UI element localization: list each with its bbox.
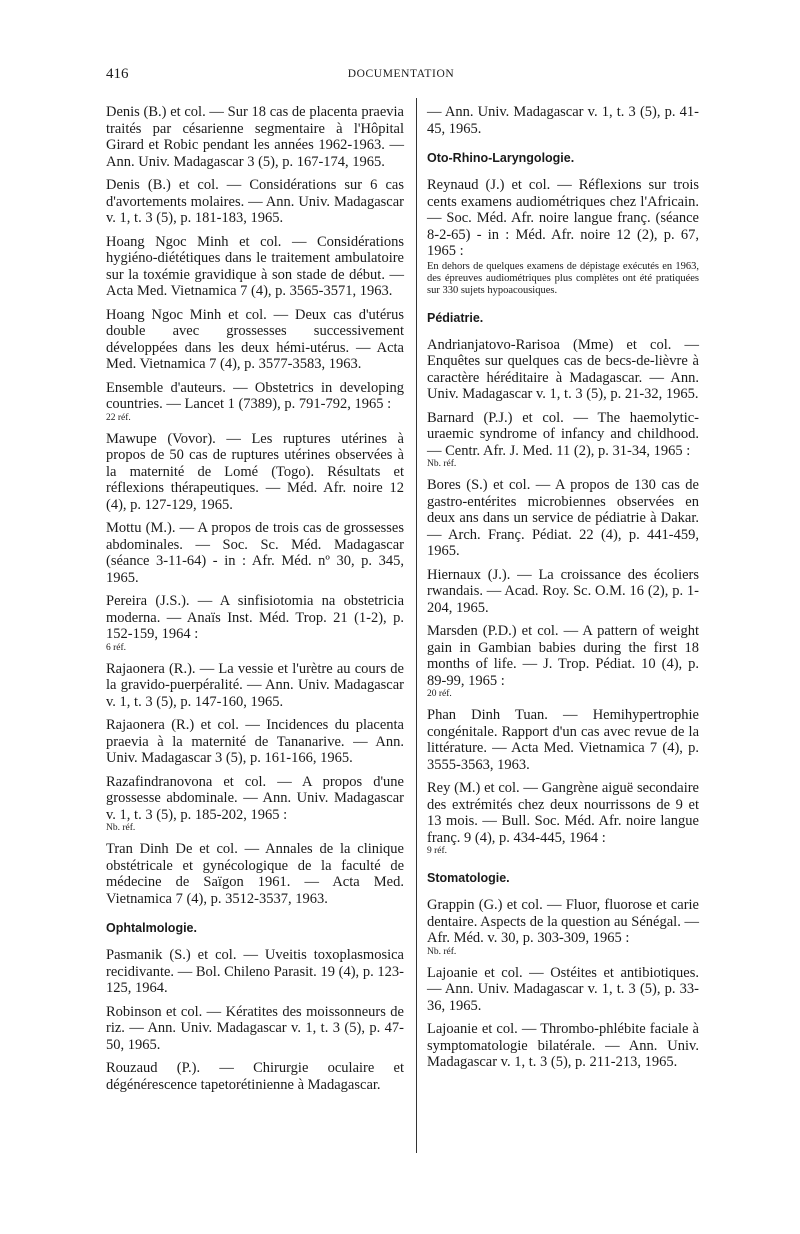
entry-text: Lajoanie et col. — Thrombo-phlébite faciale à symptomatologie bilatérale. — Ann. Univ. Madagascar v. 1, t. 3 (5), p. 211-213, 1965. <box>427 1021 699 1070</box>
bibliography-entry <box>427 477 699 560</box>
column-divider <box>416 98 417 1153</box>
page-number: 416 <box>106 66 129 82</box>
bibliography-entry <box>106 177 404 227</box>
entry-text: Denis (B.) et col. — Sur 18 cas de placenta praevia traités par césarienne segmentaire à l'Hôpital Girard et Robic pendant les années 1962-1963. — Ann. Univ. Madagascar 3 (5), p. 167-174, 1965. <box>106 104 404 170</box>
bibliography-entry <box>106 1004 404 1054</box>
bibliography-entry <box>427 707 699 773</box>
entry-text: — Ann. Univ. Madagascar v. 1, t. 3 (5), p. 41-45, 1965. <box>427 104 699 137</box>
bibliography-entry <box>427 965 699 1015</box>
entry-text: Barnard (P.J.) et col. — The haemolytic-uraemic syndrome of infancy and childhood. — Centr. Afr. J. Med. 11 (2), p. 31-34, 1965 : <box>427 409 699 459</box>
entry-text: Mawupe (Vovor). — Les ruptures utérines à propos de 50 cas de ruptures utérines observées à la maternité de Lomé (Togo). Résultats et réflexions thérapeutiques. — Méd. Afr. noire 12 (4), p. 127-129, 1965. <box>106 430 404 513</box>
entry-text: Pasmanik (S.) et col. — Uveitis toxoplasmosica recidivante. — Bol. Chileno Parasit. 19 (4), p. 123-125, 1964. <box>106 947 404 996</box>
entry-text: Phan Dinh Tuan. — Hemihypertrophie congénitale. Rapport d'un cas avec revue de la littérature. — Acta Med. Vietnamica 7 (4), p. 3555-3563, 1963. <box>427 707 699 773</box>
bibliography-entry <box>427 104 699 137</box>
entry-text: Mottu (M.). — A propos de trois cas de grossesses abdominales. — Soc. Sc. Méd. Madagascar (séance 3-11-64) - in : Afr. Méd. nº 30, p. 345, 1965. <box>106 520 404 586</box>
bibliography-entry <box>106 431 404 514</box>
entry-text: Pereira (J.S.). — A sinfisiotomia na obstetricia moderna. — Anaïs Inst. Méd. Trop. 21 (1-2), p. 152-159, 1964 : <box>106 593 404 642</box>
entry-text: Hoang Ngoc Minh et col. — Considérations hygiéno-diététiques dans le traitement ambulatoire sur la toxémie gravidique à son stade de début. — Acta Med. Vietnamica 7 (4), p. 3565-3571, 1963. <box>106 233 404 299</box>
entry-text: Tran Dinh De et col. — Annales de la clinique obstétricale et gynécologique de la faculté de médecine de Saïgon 1961. — Acta Med. Vietnamica 7 (4), p. 3512-3537, 1963. <box>106 841 404 907</box>
bibliography-entry <box>427 177 699 297</box>
entry-text: Bores (S.) et col. — A propos de 130 cas de gastro-entérites microbiennes observées en deux ans dans un service de pédiatrie à Dakar. — Arch. Franç. Pédiat. 22 (4), p. 441-459, 1965. <box>427 477 699 559</box>
bibliography-entry <box>106 947 404 997</box>
bibliography-entry <box>106 593 404 654</box>
bibliography-entry <box>427 897 699 958</box>
entry-text: Hiernaux (J.). — La croissance des écoliers rwandais. — Acad. Roy. Sc. O.M. 16 (2), p. 1-204, 1965. <box>427 566 699 616</box>
bibliography-entry <box>427 780 699 857</box>
reference-count-note: Nb. réf. <box>106 823 136 833</box>
entry-text: Lajoanie et col. — Ostéites et antibiotiques. — Ann. Univ. Madagascar v. 1, t. 3 (5), p. 33-36, 1965. <box>427 964 699 1014</box>
entry-text: Razafindranovona et col. — A propos d'une grossesse abdominale. — Ann. Univ. Madagascar v. 1, t. 3 (5), p. 185-202, 1965 : <box>106 773 404 823</box>
entry-text: Reynaud (J.) et col. — Réflexions sur trois cents examens audiométriques chez l'Africain. — Soc. Méd. Afr. noire langue franç. (séance 8-2-65) - in : Méd. Afr. noire 12 (2), p. 67, 1965 : <box>427 177 699 259</box>
bibliography-entry <box>427 337 699 403</box>
bibliography-entry <box>427 410 699 471</box>
entry-text: Hoang Ngoc Minh et col. — Deux cas d'utérus double avec grossesses successivement développées dans les deux hémi-utérus. — Acta Med. Vietnamica 7 (4), p. 3577-3583, 1963. <box>106 306 404 372</box>
reference-count-note: 20 réf. <box>427 689 452 699</box>
entry-text: Robinson et col. — Kératites des moissonneurs de riz. — Ann. Univ. Madagascar v. 1, t. 3 (5), p. 47-50, 1965. <box>106 1003 404 1053</box>
entry-annotation: En dehors de quelques examens de dépistage exécutés en 1963, des épreuves audiométriques plus complètes ont été pratiquées sur 330 sujets hypoacousiques. <box>427 260 699 296</box>
bibliography-entry <box>106 520 404 586</box>
bibliography-entry <box>427 1021 699 1071</box>
reference-count-note: Nb. réf. <box>427 459 457 469</box>
bibliography-entry <box>427 623 699 700</box>
section-heading: Oto-Rhino-Laryngologie. <box>427 151 575 165</box>
bibliography-entry <box>106 1060 404 1093</box>
reference-count-note: 22 réf. <box>106 412 131 423</box>
reference-count-note: 6 réf. <box>106 642 127 653</box>
bibliography-entry <box>106 307 404 373</box>
entry-text: Grappin (G.) et col. — Fluor, fluorose et carie dentaire. Aspects de la question au Sénégal. — Afr. Méd. v. 30, p. 303-309, 1965 : <box>427 897 699 946</box>
entry-text: Rey (M.) et col. — Gangrène aiguë secondaire des extrémités chez deux nourrissons de 9 et 13 mois. — Bull. Soc. Méd. Afr. noire langue franç. 9 (4), p. 434-445, 1964 : <box>427 780 699 846</box>
right-column <box>427 104 699 1078</box>
entry-text: Ensemble d'auteurs. — Obstetrics in developing countries. — Lancet 1 (7389), p. 791-792, 1965 : <box>106 379 404 412</box>
reference-count-note: Nb. réf. <box>427 946 457 957</box>
entry-text: Marsden (P.D.) et col. — A pattern of weight gain in Gambian babies during the first 18 months of life. — J. Trop. Pédiat. 10 (4), p. 89-99, 1965 : <box>427 623 699 689</box>
entry-text: Andrianjatovo-Rarisoa (Mme) et col. — Enquêtes sur quelques cas de becs-de-lièvre à caractère héréditaire à Madagascar. — Ann. Univ. Madagascar v. 1, t. 3 (5), p. 21-32, 1965. <box>427 336 699 402</box>
reference-count-note: 9 réf. <box>427 846 448 856</box>
entry-text: Rajaonera (R.) et col. — Incidences du placenta praevia à la maternité de Tananarive. — Ann. Univ. Madagascar 3 (5), p. 161-166, 1965. <box>106 717 404 766</box>
page-header <box>106 66 696 86</box>
bibliography-entry <box>106 841 404 907</box>
running-title: DOCUMENTATION <box>347 68 455 80</box>
left-column <box>106 104 404 1100</box>
entry-text: Denis (B.) et col. — Considérations sur 6 cas d'avortements molaires. — Ann. Univ. Madagascar v. 1, t. 3 (5), p. 181-183, 1965. <box>106 177 404 226</box>
bibliography-entry <box>106 774 404 835</box>
bibliography-entry <box>106 661 404 711</box>
bibliography-entry <box>106 380 404 424</box>
section-heading: Stomatologie. <box>427 871 510 885</box>
entry-text: Rajaonera (R.). — La vessie et l'urètre au cours de la gravido-puerpéralité. — Ann. Univ. Madagascar v. 1, t. 3 (5), p. 147-160, 1965. <box>106 660 404 710</box>
section-heading: Ophtalmologie. <box>106 921 197 935</box>
bibliography-entry <box>106 104 404 170</box>
bibliography-entry <box>106 717 404 767</box>
bibliography-entry <box>427 567 699 617</box>
bibliography-entry <box>106 234 404 300</box>
section-heading: Pédiatrie. <box>427 310 484 325</box>
entry-text: Rouzaud (P.). — Chirurgie oculaire et dégénérescence tapetorétinienne à Madagascar. <box>106 1060 404 1093</box>
